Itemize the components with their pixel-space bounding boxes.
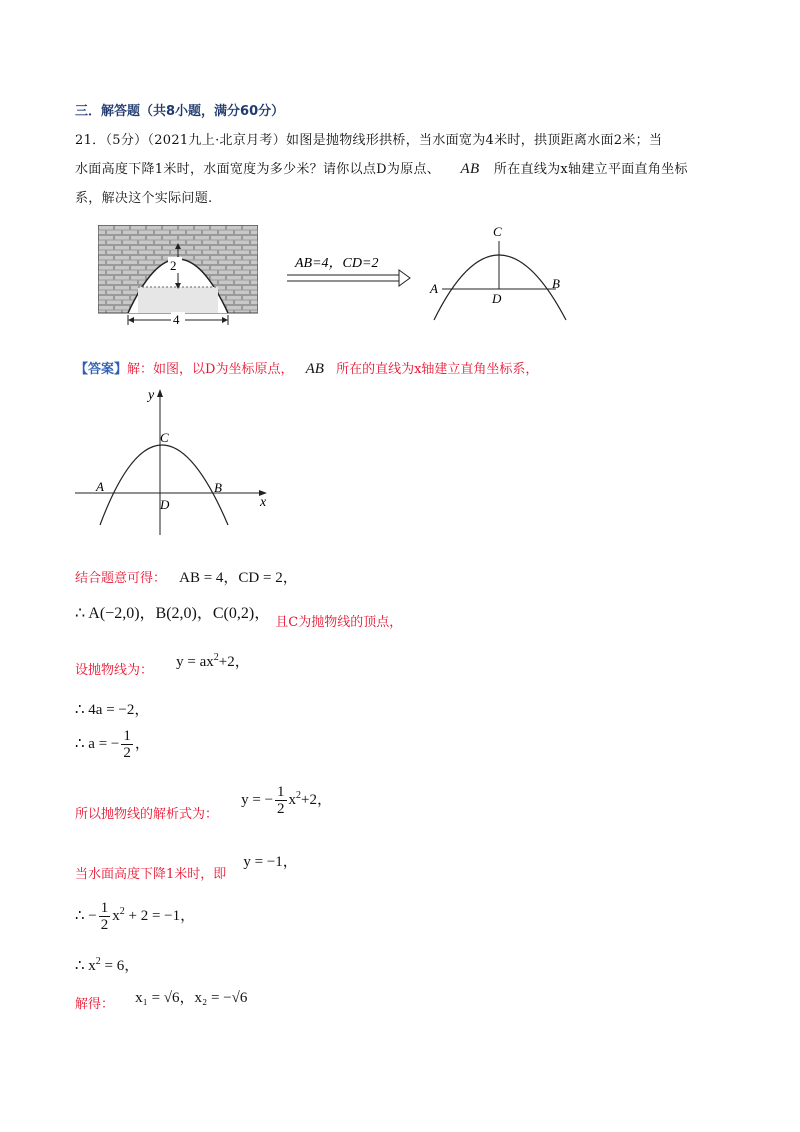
step-10: $_{解得:}$ x₁ = √6，x₂ = −√6: [75, 990, 248, 1012]
graph-d-label: D: [160, 497, 170, 512]
step-4: ∴ 4a = −2，: [75, 702, 150, 718]
parabola-schematic: [426, 225, 576, 325]
step-9: ∴ $x^2 = 6$，: [75, 956, 140, 974]
step-7: $_{当水面高度下降1米时,即}$ y = −1，: [75, 854, 298, 882]
problem-line-2: 水面高度下降1米时，水面宽度为多少米？请你以点D为原点、 AB 所在直线为x轴建立平面直角坐标: [75, 161, 688, 177]
step-3: $_{设抛物线为:}$ $y = ax^2+2$，: [75, 652, 250, 678]
section-title: 三．解答题（共8小题，满分60分）: [75, 104, 285, 119]
ab-label: AB: [460, 161, 480, 177]
graph-b-label: B: [214, 480, 222, 495]
y-axis-label: y: [148, 388, 155, 403]
step-6: $_{所以抛物线的解析式为:}$ y = − $\frac{1}{2}$ $x^2+2$，: [75, 784, 332, 822]
graph-a-label: A: [96, 479, 104, 494]
step-8: ∴ − $\frac{1}{2}$ $x^2 + 2 = -1$，: [75, 900, 196, 933]
point-b-label: B: [552, 276, 560, 291]
height-label: 2: [170, 258, 177, 273]
arrow-label: AB=4，CD=2: [295, 256, 379, 271]
point-d-label: D: [492, 291, 502, 306]
answer-tag: 【答案】: [75, 362, 128, 377]
transform-arrow: [283, 250, 413, 290]
bridge-illustration: [98, 225, 258, 325]
problem-line-1: 21．（5分）（2021九上·北京月考）如图是抛物线形拱桥，当水面宽为4米时，拱顶距离水面2米；当: [75, 133, 663, 148]
point-c-label: C: [493, 225, 502, 239]
problem-line-3: 系，解决这个实际问题.: [75, 191, 213, 206]
answer-intro: 【答案】解：如图，以D为坐标原点， AB 所在的直线为x轴建立直角坐标系，: [75, 361, 539, 377]
problem-text: [75, 126, 730, 213]
step-1: 结合题意可得： AB = 4，CD = 2，: [75, 570, 298, 586]
graph-c-label: C: [160, 430, 169, 445]
coordinate-graph: [70, 385, 280, 540]
x-axis-label: x: [260, 495, 267, 510]
step-2: ∴ A(−2,0)，B(2,0)，C(0,2)， $_{且C为抛物线的顶点,}$: [75, 605, 403, 630]
width-label: 4: [173, 312, 180, 325]
point-a-label: A: [430, 281, 438, 296]
step-5: ∴ a = − $\frac{1}{2}$ ，: [75, 728, 150, 761]
